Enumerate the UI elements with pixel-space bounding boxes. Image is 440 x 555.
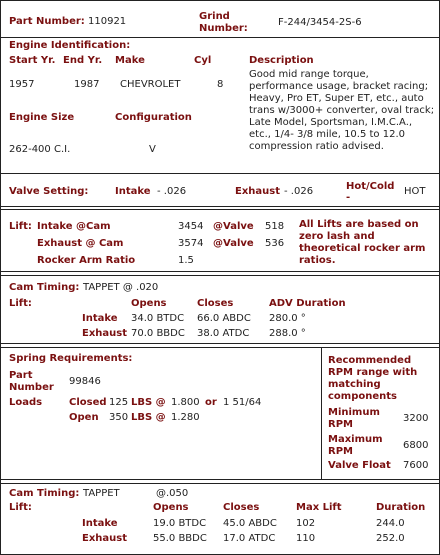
timing-050-lift-label: Lift: xyxy=(9,502,32,513)
configuration-value: V xyxy=(149,144,156,155)
end-year-header: End Yr. xyxy=(63,55,103,66)
timing-intake-label: Intake xyxy=(82,313,118,324)
part-number-value: 110921 xyxy=(88,16,127,27)
divider xyxy=(1,479,439,480)
start-year-header: Start Yr. xyxy=(9,55,56,66)
valve-exhaust-label: Exhaust xyxy=(235,186,280,197)
intake-duration-value: 244.0 xyxy=(376,518,405,529)
intake-050-closes-value: 45.0 ABDC xyxy=(223,518,277,529)
divider xyxy=(1,343,439,344)
divider xyxy=(1,271,439,272)
divider xyxy=(321,347,322,479)
valve-intake-value: - .026 xyxy=(157,186,187,197)
intake-valve-value: 518 xyxy=(265,221,285,232)
configuration-label: Configuration xyxy=(115,112,192,123)
exhaust-opens-value: 70.0 BBDC xyxy=(131,328,185,339)
valve-setting-label: Valve Setting: xyxy=(9,186,89,197)
exhaust-cam-label: Exhaust @ Cam xyxy=(37,238,124,249)
duration-header: Duration xyxy=(376,502,426,513)
spring-part-number-label: Part xyxy=(9,370,33,381)
valve-exhaust-value: - .026 xyxy=(284,186,314,197)
valve-float-label: Valve Float xyxy=(328,460,391,471)
intake-adv-value: 280.0 ° xyxy=(269,313,306,324)
cyl-value: 8 xyxy=(217,79,224,90)
cam-timing-050-value: @.050 xyxy=(156,488,189,499)
intake-closes-value: 66.0 ABDC xyxy=(197,313,251,324)
max-rpm-value: 6800 xyxy=(403,440,429,451)
cam-timing-050-label: Cam Timing: xyxy=(9,488,80,499)
max-rpm-label: RPM xyxy=(328,446,353,457)
part-number-label: Part Number: xyxy=(9,16,85,27)
engine-size-label: Engine Size xyxy=(9,112,75,123)
cam-timing-label: Cam Timing: xyxy=(9,282,80,293)
timing-lift-label: Lift: xyxy=(9,298,32,309)
max-rpm-label: Maximum xyxy=(328,434,383,445)
divider xyxy=(1,483,439,484)
rocker-ratio-label: Rocker Arm Ratio xyxy=(37,255,136,266)
grind-number-label: Number: xyxy=(199,23,248,34)
closes-050-header: Closes xyxy=(223,502,260,513)
make-header: Make xyxy=(115,55,145,66)
closed-label: Closed xyxy=(69,397,107,408)
closed-height-value: 1.800 xyxy=(171,397,200,408)
divider xyxy=(1,37,439,38)
or-label: or xyxy=(205,397,217,408)
description-text: Good mid range torque, performance usage, bracket racing; Heavy, Pro ET, Super ET, etc., auto trans w/3000+ converter, oval track; Late Model, Sportsman, I.M.C.A., etc., 1/4- 3/8 mile, 10.5 to 12.0 compression ratio advised. xyxy=(249,69,435,152)
divider xyxy=(1,173,439,174)
open-lbs-at-label: LBS @ xyxy=(131,412,166,423)
exhaust-valve-value: 536 xyxy=(265,238,285,249)
exhaust-duration-value: 252.0 xyxy=(376,533,405,544)
intake-max-lift-value: 102 xyxy=(296,518,316,529)
engine-size-value: 262-400 C.I. xyxy=(9,144,71,155)
end-year-value: 1987 xyxy=(74,79,100,90)
hot-cold-label: - xyxy=(346,192,351,203)
exhaust-050-closes-value: 17.0 ATDC xyxy=(223,533,276,544)
exhaust-adv-value: 288.0 ° xyxy=(269,328,306,339)
closed-height-alt-value: 1 51/64 xyxy=(223,397,262,408)
lift-label: Lift: xyxy=(9,221,32,232)
loads-label: Loads xyxy=(9,397,43,408)
hot-cold-label: Hot/Cold xyxy=(346,181,395,192)
timing-050-intake-label: Intake xyxy=(82,518,118,529)
grind-number-label: Grind xyxy=(199,11,230,22)
adv-duration-header: ADV Duration xyxy=(269,298,346,309)
intake-cam-label: Intake @Cam xyxy=(37,221,111,232)
intake-at-valve-label: @Valve xyxy=(213,221,254,232)
cam-timing-value: TAPPET @ .020 xyxy=(83,282,159,293)
valve-intake-label: Intake xyxy=(115,186,151,197)
max-lift-header: Max Lift xyxy=(296,502,342,513)
start-year-value: 1957 xyxy=(9,79,35,90)
closes-header: Closes xyxy=(197,298,234,309)
divider xyxy=(1,347,439,348)
hot-cold-value: HOT xyxy=(404,186,426,197)
description-header: Description xyxy=(249,55,314,66)
intake-050-opens-value: 19.0 BTDC xyxy=(153,518,207,529)
exhaust-050-opens-value: 55.0 BBDC xyxy=(153,533,207,544)
opens-header: Opens xyxy=(131,298,167,309)
open-height-value: 1.280 xyxy=(171,412,200,423)
open-lbs-value: 350 xyxy=(109,412,129,423)
opens-050-header: Opens xyxy=(153,502,189,513)
intake-cam-value: 3454 xyxy=(178,221,204,232)
engine-identification-label: Engine Identification: xyxy=(9,40,131,51)
rocker-ratio-value: 1.5 xyxy=(178,255,194,266)
lift-note: All Lifts are based on zero lash and theoretical rocker arm ratios. xyxy=(299,219,426,266)
grind-number-value: F-244/3454-2S-6 xyxy=(278,17,362,28)
spring-part-number-label: Number xyxy=(9,382,54,393)
divider xyxy=(1,275,439,276)
min-rpm-label: RPM xyxy=(328,419,353,430)
min-rpm-label: Minimum xyxy=(328,407,380,418)
spring-part-number-value: 99846 xyxy=(69,376,101,387)
divider xyxy=(1,209,439,210)
exhaust-at-valve-label: @Valve xyxy=(213,238,254,249)
cam-timing-050-tappet: TAPPET xyxy=(83,488,120,499)
cyl-header: Cyl xyxy=(194,55,212,66)
min-rpm-value: 3200 xyxy=(403,413,429,424)
intake-opens-value: 34.0 BTDC xyxy=(131,313,185,324)
exhaust-max-lift-value: 110 xyxy=(296,533,316,544)
divider xyxy=(1,206,439,207)
spring-requirements-label: Spring Requirements: xyxy=(9,353,133,364)
rpm-range-title: Recommended RPM range with matching components xyxy=(328,355,418,402)
valve-float-value: 7600 xyxy=(403,460,429,471)
closed-lbs-value: 125 xyxy=(109,397,129,408)
closed-lbs-at-label: LBS @ xyxy=(131,397,166,408)
timing-050-exhaust-label: Exhaust xyxy=(82,533,127,544)
exhaust-cam-value: 3574 xyxy=(178,238,204,249)
open-label: Open xyxy=(69,412,99,423)
exhaust-closes-value: 38.0 ATDC xyxy=(197,328,250,339)
timing-exhaust-label: Exhaust xyxy=(82,328,127,339)
make-value: CHEVROLET xyxy=(120,79,181,90)
